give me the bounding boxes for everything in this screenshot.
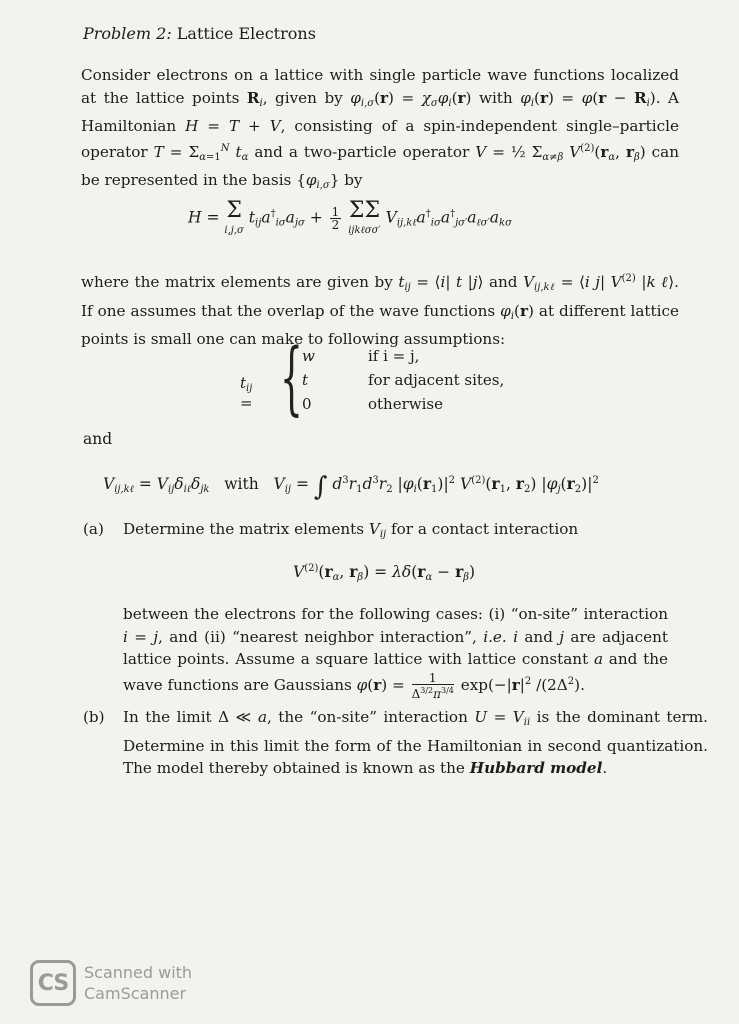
problem-label: Problem 2:	[83, 24, 172, 43]
intro-text-4: A Hamiltonian	[81, 88, 679, 135]
left-brace: {	[280, 331, 303, 424]
tij-value-t: t	[302, 371, 309, 389]
part-b-text-2: , the “on-site” interaction	[267, 708, 475, 726]
tij-value-0: 0	[302, 395, 312, 413]
tij-lhs: $t_{ij}$ =	[240, 374, 253, 412]
part-a-text-2: , and (ii) “nearest neighbor interaction”,	[158, 627, 484, 646]
matrix-paragraph: where the matrix elements are given by $t_{ij}$ = ⟨i| t |j⟩ and $V_{ij,k\ell}$ = ⟨i j| $V^{(2)}$ |k ℓ⟩. If one assumes that the overlap of the wave functions $\varphi_i(r)$ at different lattice points is small one can make to following assumptions:	[81, 273, 679, 348]
intro-text-2: , given by	[262, 88, 351, 107]
tij-conditions	[368, 344, 504, 416]
part-a-number: (a)	[83, 520, 104, 538]
hamiltonian-equation: H = Σ i,j,σ $t_{ij}a^\dagger_{i\sigma}a_{j\sigma}$ + $\frac{1}{2}$ ΣΣ ijkℓσσ′ $V_{ij,k\ell}a^\dagger_{i\sigma}a^\dagger_{j\sigma'}a_{\ell\sigma'}a_{k\sigma}$	[188, 198, 512, 236]
matrix-text-2: and	[483, 273, 524, 291]
intro-text-1: Consider electrons on a lattice with single particle wave functions localized at the lattice points	[81, 66, 679, 107]
contact-interaction-equation: $V^{(2)}(r_\alpha$, $r_\beta) = \lambda\delta(r_\alpha - r_\beta)$	[293, 562, 476, 583]
vijkl-equation: $V_{ij,k\ell} = V_{ij}\delta_{i\ell}\delta_{jk}$ with $V_{ij}$ = ∫ $d^3r_1d^3r_2$ $|\varphi_i(r_1)|^2$ $V^{(2)}(r_1$, $r_2$) $|\varphi_j(r_2)|^2$	[103, 472, 599, 502]
intro-text-8: by	[339, 171, 363, 189]
matrix-text-1: where the matrix elements are given by	[81, 273, 399, 291]
matrix-text-4: at different lattice points is small one can make to following assumptions:	[81, 301, 679, 348]
tij-condition-2: for adjacent sites,	[368, 371, 505, 389]
tij-condition-1: if i = j,	[368, 347, 420, 365]
part-a-intro-end: for a contact interaction	[386, 520, 579, 538]
intro-text-5: , consisting of a spin-independent single–particle operator	[81, 117, 679, 161]
camscanner-watermark	[30, 960, 192, 1006]
part-a-details: between the electrons for the following cases: (i) “on-site” interaction i = j, and (ii) “nearest neighbor interaction”, i.e. i and j are adjacent lattice points. Assume a square lattice with lattice constant a and the wave functions are Gaussians φ(r) = $\frac{1}{\Delta^{3/2}\pi^{3/4}}$ $\exp(-|r|^2$ $/(2\Delta^2)$.	[123, 605, 668, 701]
watermark-line-2: CamScanner	[84, 984, 187, 1003]
watermark-text	[84, 962, 192, 1004]
hubbard-model-term: Hubbard model	[469, 759, 603, 777]
and-label: and	[83, 430, 113, 448]
part-b-number: (b)	[83, 708, 105, 726]
part-b-text-3: is the dominant term. Determine in this limit the form of the Hamiltonian in second quantization. The model thereby obtained is known as the	[123, 708, 708, 777]
part-a-text-4: are adjacent lattice points. Assume a square lattice with lattice constant	[123, 627, 668, 668]
part-a-text-1: between the electrons for the following cases: (i) “on-site” interaction	[123, 605, 668, 623]
part-a-text-5: and the wave functions are Gaussians	[123, 650, 668, 694]
watermark-line-1: Scanned with	[84, 963, 193, 982]
intro-text-6: and a two-particle operator	[248, 142, 476, 161]
intro-paragraph: Consider electrons on a lattice with single particle wave functions localized at the lattice points $R_i$, given by $\varphi_{i,\sigma}(r) = \chi_\sigma\varphi_i(r)$ with $\varphi_i(r) = \varphi(r - R_i)$. A Hamiltonian H = T + V, consisting of a spin-independent single–particle operator $T = \Sigma_{\alpha=1}^N$ $t_\alpha$ and a two-particle operator V = ½ $\Sigma_{\alpha\ne\beta}$ $V^{(2)}(r_\alpha$, $r_\beta$) can be represented in the basis $\{\varphi_{i,\sigma}\}$ by	[81, 66, 680, 191]
with-label: with	[224, 475, 259, 493]
part-b-text-4: .	[602, 759, 608, 777]
tij-value-w: w	[302, 347, 315, 365]
part-a-intro: Determine the matrix elements $V_{ij}$ for a contact interaction	[123, 520, 579, 540]
part-a-text-3: and	[518, 627, 560, 646]
camscanner-logo-icon: CS	[30, 960, 76, 1006]
part-b-text: In the limit Δ ≪ a, the “on-site” interaction $U = V_{ii}$ is the dominant term. Determine in this limit the form of the Hamiltonian in second quantization. The model thereby obtained is known as the Hubbard model.	[123, 708, 708, 777]
part-a-intro-text: Determine the matrix elements	[123, 520, 369, 538]
intro-text-3: with	[471, 88, 521, 107]
intro-text-7: can be represented in the basis	[81, 142, 680, 189]
part-b-text-1: In the limit Δ ≪	[123, 708, 258, 726]
problem-heading: Lattice Electrons	[176, 24, 316, 43]
problem-title	[83, 24, 316, 43]
tij-values	[302, 344, 315, 416]
tij-condition-3: otherwise	[368, 395, 443, 413]
matrix-text-3: . If one assumes that the overlap of the wave functions	[81, 273, 679, 320]
